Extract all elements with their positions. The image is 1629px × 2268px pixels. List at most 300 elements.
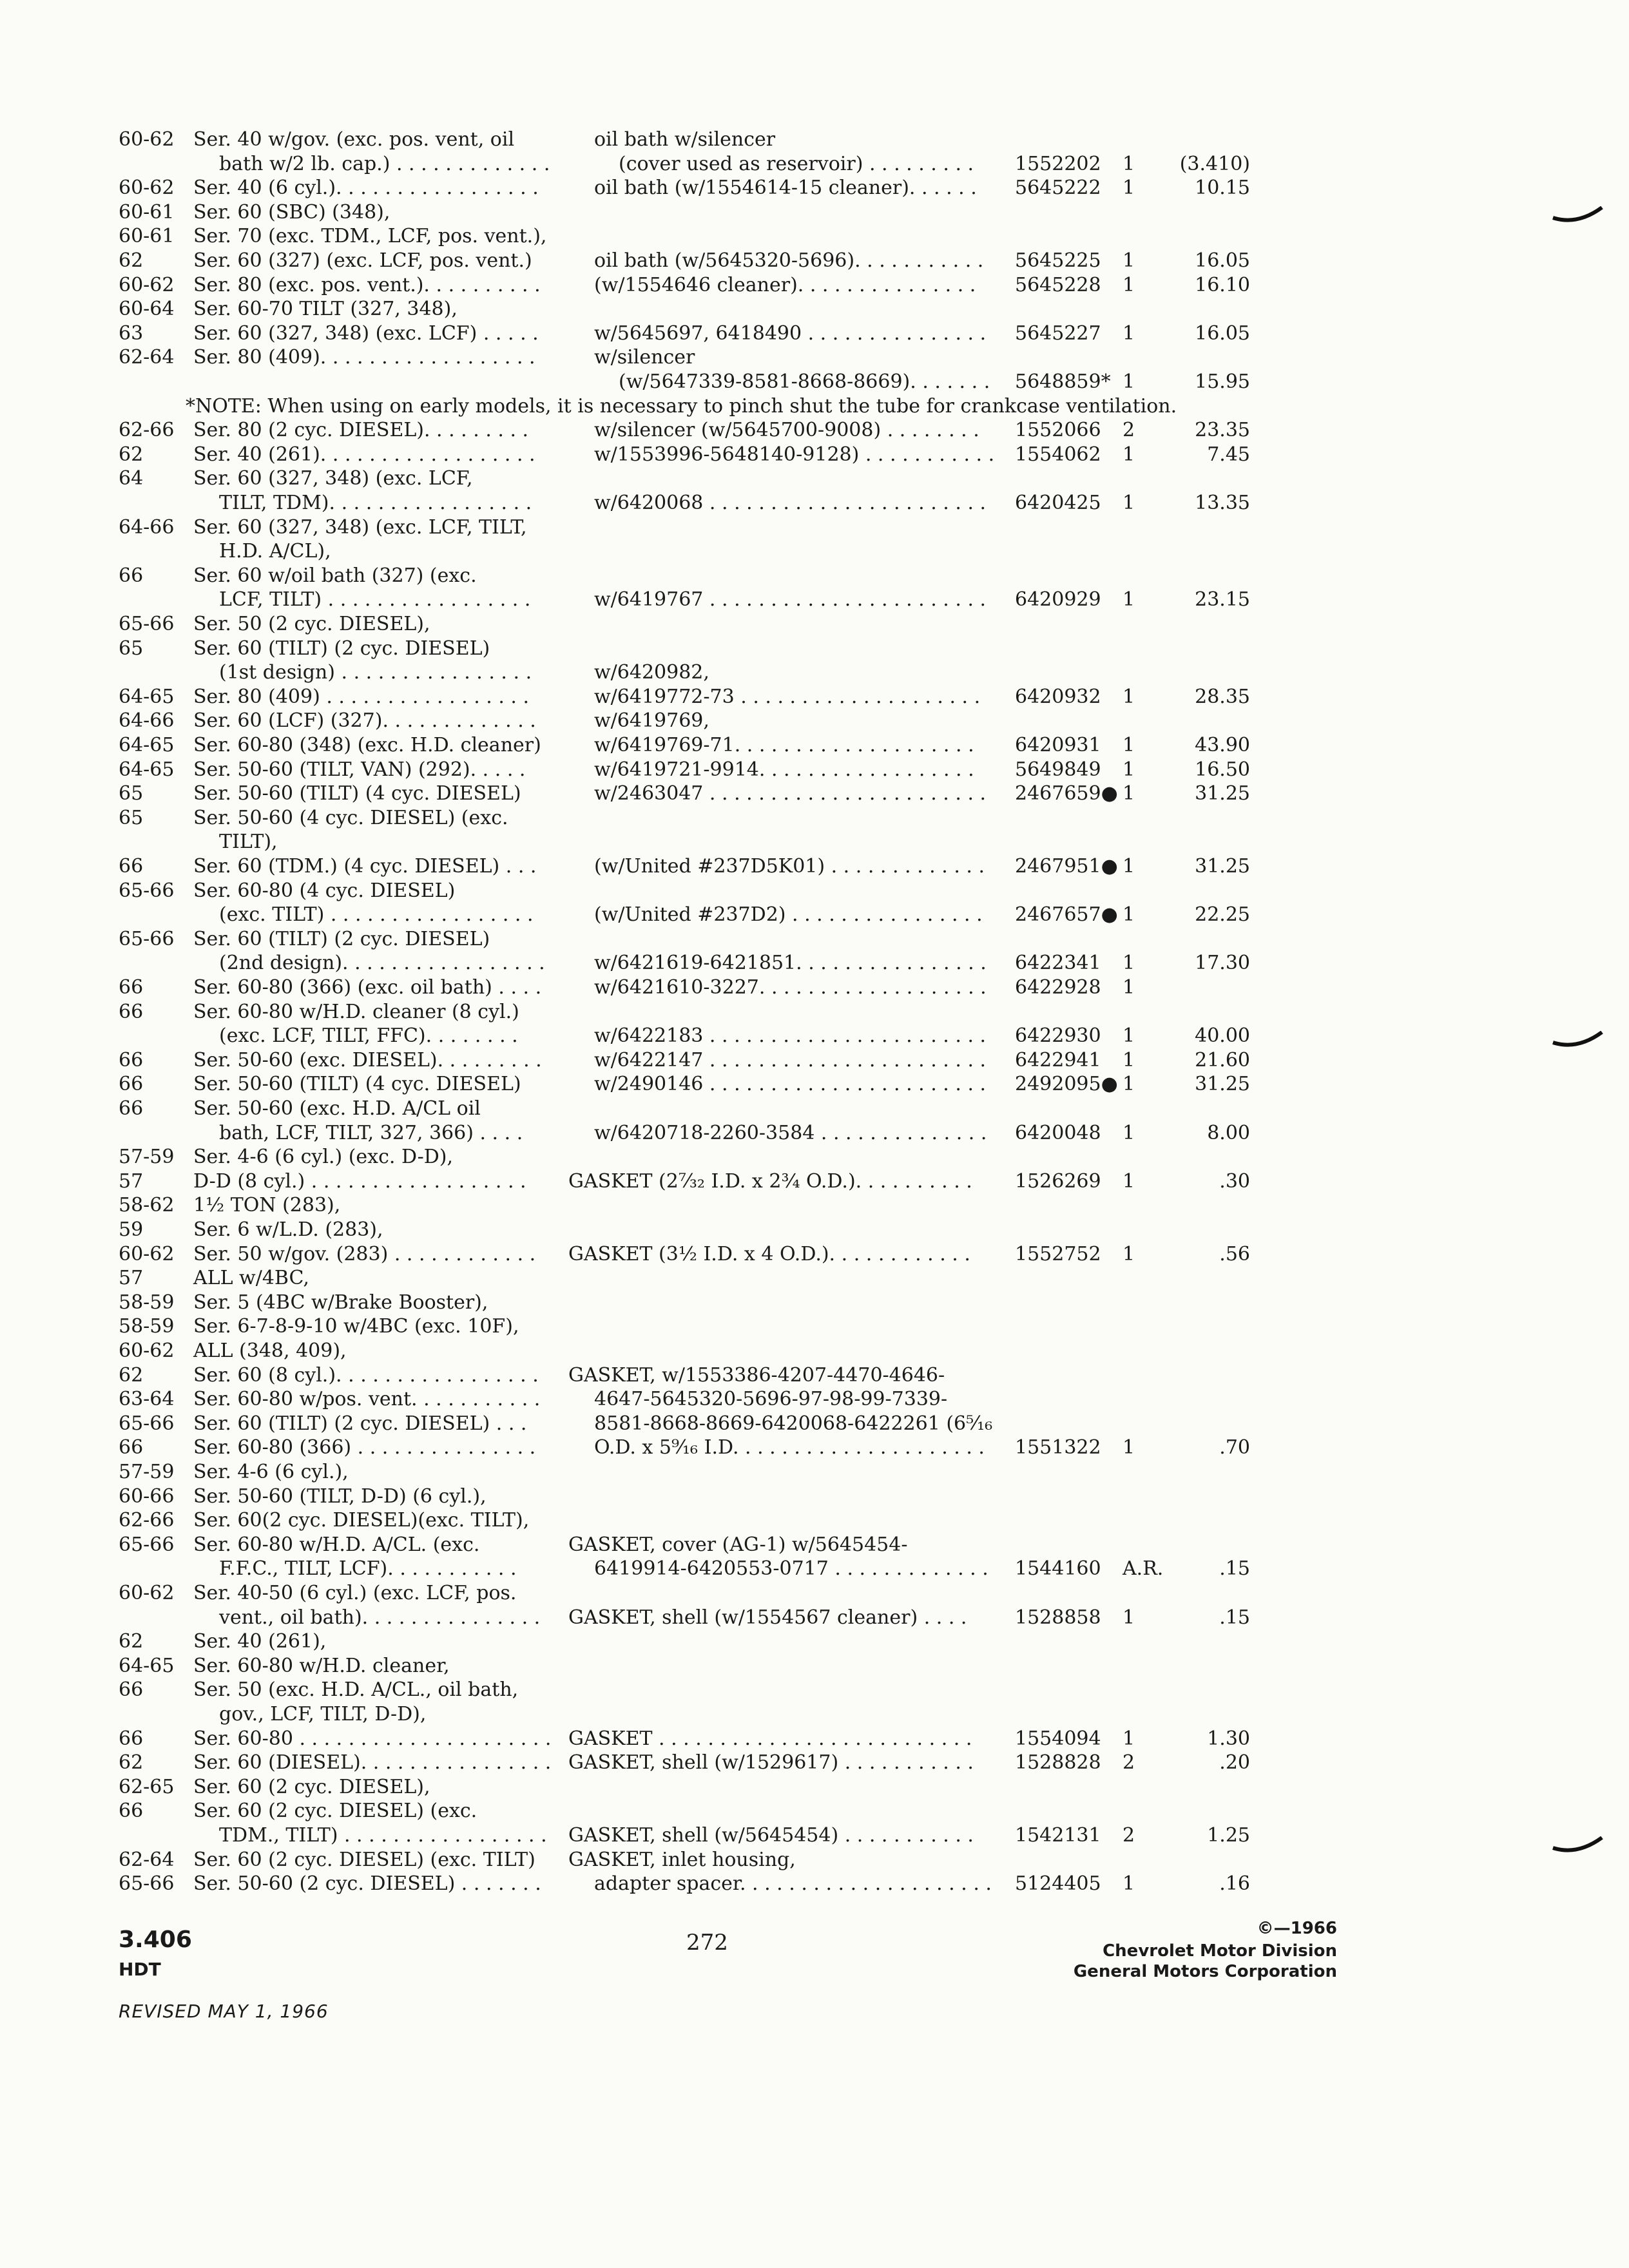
part-number: 6422928: [1015, 976, 1101, 999]
part-description: (w/5647339-8581-8668-8669). . . . . . .: [619, 370, 990, 393]
quantity: 1: [1123, 153, 1135, 175]
table-row: [0, 443, 1629, 467]
quantity: 1: [1123, 588, 1135, 611]
model-years: 66: [119, 564, 144, 587]
footnote: *NOTE: When using on early models, it is necessary to pinch shut the tube for crankcase ventilation.: [186, 395, 1177, 418]
part-description: w/2463047 . . . . . . . . . . . . . . . . . . . . . . .: [594, 782, 987, 805]
quantity: 1: [1123, 492, 1135, 514]
table-row: [0, 345, 1629, 370]
quantity: 1: [1123, 1727, 1135, 1750]
application-description: TDM., TILT) . . . . . . . . . . . . . . . . .: [219, 1824, 547, 1847]
application-description: gov., LCF, TILT, D-D),: [219, 1703, 427, 1725]
model-years: 65-66: [119, 1872, 175, 1895]
model-years: 65-66: [119, 1412, 175, 1435]
table-row: [0, 539, 1629, 564]
model-years: 65: [119, 782, 144, 805]
application-description: Ser. 60-80 w/H.D. A/CL. (exc.: [193, 1533, 480, 1556]
part-description: GASKET, shell (w/1529617) . . . . . . . . . . .: [568, 1751, 974, 1774]
table-row: [0, 782, 1629, 806]
model-years: 63: [119, 322, 144, 345]
part-description: (w/United #237D5K01) . . . . . . . . . . . . .: [594, 855, 985, 878]
part-description: w/6419721-9914. . . . . . . . . . . . . . . . . .: [594, 758, 974, 781]
table-row: [0, 1508, 1629, 1533]
part-description: oil bath w/silencer: [594, 128, 776, 151]
table-row: [0, 128, 1629, 152]
part-description: w/6420982,: [594, 661, 709, 684]
table-row: [0, 1751, 1629, 1775]
list-price: 1.25: [1207, 1824, 1250, 1847]
part-number: 5645228: [1015, 274, 1101, 296]
model-years: 64-65: [119, 686, 175, 708]
price-cell: [1153, 1242, 1250, 1267]
application-description: Ser. 60-80 (366) . . . . . . . . . . . . . . .: [193, 1436, 536, 1459]
table-row: [0, 660, 1629, 685]
table-row: [0, 1654, 1629, 1678]
list-price: .56: [1219, 1243, 1250, 1265]
model-years: 60-62: [119, 274, 175, 296]
application-description: (exc. TILT) . . . . . . . . . . . . . . . . .: [219, 903, 534, 926]
application-description: Ser. 40 (261). . . . . . . . . . . . . . . . . .: [193, 443, 535, 466]
price-cell: [1153, 1048, 1250, 1073]
list-price: 43.90: [1195, 734, 1250, 756]
application-description: Ser. 50-60 (exc. H.D. A/CL oil: [193, 1097, 481, 1120]
application-description: ALL (348, 409),: [193, 1340, 347, 1362]
application-description: Ser. 40-50 (6 cyl.) (exc. LCF, pos.: [193, 1582, 517, 1604]
list-price: 31.25: [1195, 782, 1250, 805]
model-years: 60-62: [119, 177, 175, 199]
publisher: Chevrolet Motor Division: [1103, 1941, 1337, 1961]
table-row: [0, 564, 1629, 588]
price-cell: [1153, 1606, 1250, 1630]
part-description: oil bath (w/5645320-5696). . . . . . . . . . .: [594, 249, 984, 272]
model-years: 60-62: [119, 1582, 175, 1604]
table-row: [0, 1291, 1629, 1315]
part-number: 6420048: [1015, 1122, 1101, 1144]
price-cell: [1153, 491, 1250, 515]
model-years: 64: [119, 467, 144, 490]
model-years: 65-66: [119, 879, 175, 902]
model-years: 66: [119, 1097, 144, 1120]
model-years: 57-59: [119, 1146, 175, 1168]
part-description: GASKET . . . . . . . . . . . . . . . . . . . . . . . . . .: [568, 1727, 972, 1750]
quantity: 1: [1123, 322, 1135, 345]
quantity: 1: [1123, 249, 1135, 272]
part-number: 5648859*: [1015, 370, 1111, 393]
quantity: 2: [1123, 1751, 1135, 1774]
application-description: TILT),: [219, 831, 278, 853]
table-row: [0, 1533, 1629, 1557]
table-row: [0, 1702, 1629, 1727]
model-years: 57-59: [119, 1461, 175, 1483]
part-number: 2492095●: [1015, 1073, 1118, 1095]
quantity: 1: [1123, 1872, 1135, 1895]
part-description: GASKET (2⁷⁄₃₂ I.D. x 2¾ O.D.). . . . . . . . . .: [568, 1170, 972, 1193]
application-description: Ser. 60 (327, 348) (exc. LCF) . . . . .: [193, 322, 539, 345]
model-years: 62-66: [119, 1509, 175, 1532]
table-row: [0, 1097, 1629, 1121]
price-cell: [1153, 1024, 1250, 1048]
application-description: TILT, TDM). . . . . . . . . . . . . . . . .: [219, 492, 532, 514]
price-cell: [1153, 733, 1250, 758]
part-number: 1552752: [1015, 1243, 1101, 1265]
part-description: w/6419769,: [594, 709, 709, 732]
quantity: 1: [1123, 1024, 1135, 1047]
part-description: 6419914-6420553-0717 . . . . . . . . . . . . .: [594, 1557, 988, 1580]
part-number: 1554062: [1015, 443, 1101, 466]
price-cell: [1153, 1557, 1250, 1581]
application-description: Ser. 40 (6 cyl.). . . . . . . . . . . . . . . . .: [193, 177, 539, 199]
table-row: [0, 491, 1629, 515]
price-cell: [1153, 1169, 1250, 1194]
price-cell: [1153, 1727, 1250, 1751]
application-description: Ser. 50-60 (4 cyc. DIESEL) (exc.: [193, 807, 508, 829]
part-number: 1544160: [1015, 1557, 1101, 1580]
price-cell: [1153, 249, 1250, 273]
table-row: [0, 466, 1629, 491]
punch-hole-mark: [1552, 1031, 1603, 1050]
table-row: [0, 370, 1629, 394]
table-row: [0, 1678, 1629, 1702]
model-years: 66: [119, 1001, 144, 1023]
list-price: 17.30: [1195, 952, 1250, 974]
price-cell: [1153, 854, 1250, 879]
part-number: 1526269: [1015, 1170, 1101, 1193]
application-description: Ser. 50-60 (TILT) (4 cyc. DIESEL): [193, 782, 521, 805]
application-description: 1½ TON (283),: [193, 1194, 341, 1216]
application-description: Ser. 60-80 (4 cyc. DIESEL): [193, 879, 456, 902]
table-row: [0, 637, 1629, 661]
part-number: 1552066: [1015, 419, 1101, 441]
part-description: GASKET, cover (AG-1) w/5645454-: [568, 1533, 908, 1556]
table-row: [0, 927, 1629, 952]
model-years: 63-64: [119, 1388, 175, 1410]
price-cell: [1153, 1872, 1250, 1896]
model-years: 58-59: [119, 1315, 175, 1338]
part-number: 5645227: [1015, 322, 1101, 345]
model-years: 62: [119, 1364, 144, 1387]
application-description: Ser. 80 (exc. pos. vent.). . . . . . . . . .: [193, 274, 541, 296]
part-number: 6420931: [1015, 734, 1101, 756]
application-description: Ser. 50 (2 cyc. DIESEL),: [193, 613, 430, 635]
model-years: 62: [119, 249, 144, 272]
model-years: 66: [119, 1678, 144, 1701]
revision-date: REVISED MAY 1, 1966: [119, 2001, 329, 2022]
price-cell: [1153, 152, 1250, 177]
application-description: Ser. 60 (LCF) (327). . . . . . . . . . . . .: [193, 709, 536, 732]
application-description: Ser. 60 (TDM.) (4 cyc. DIESEL) . . .: [193, 855, 537, 878]
price-cell: [1153, 443, 1250, 467]
application-description: Ser. 60(2 cyc. DIESEL)(exc. TILT),: [193, 1509, 530, 1532]
application-description: Ser. 60 (2 cyc. DIESEL) (exc. TILT): [193, 1849, 535, 1871]
price-cell: [1153, 782, 1250, 806]
application-description: vent., oil bath). . . . . . . . . . . . . . .: [219, 1606, 541, 1629]
application-description: Ser. 60-80 w/H.D. cleaner,: [193, 1655, 450, 1677]
table-row: [0, 1436, 1629, 1460]
model-years: 60-61: [119, 201, 175, 224]
part-number: 1528858: [1015, 1606, 1101, 1629]
model-years: 65-66: [119, 928, 175, 950]
part-number: 2467657●: [1015, 903, 1118, 926]
model-years: 65: [119, 807, 144, 829]
list-price: .16: [1219, 1872, 1250, 1895]
part-number: 2467659●: [1015, 782, 1118, 805]
application-description: Ser. 70 (exc. TDM., LCF, pos. vent.),: [193, 225, 547, 247]
table-row: [0, 1606, 1629, 1630]
part-number: 6420932: [1015, 686, 1101, 708]
model-years: 57: [119, 1170, 144, 1193]
quantity: 1: [1123, 1073, 1135, 1095]
application-description: Ser. 60 (8 cyl.). . . . . . . . . . . . . . . . .: [193, 1364, 539, 1387]
part-description: w/6419772-73 . . . . . . . . . . . . . . . . . . . .: [594, 686, 981, 708]
part-description: w/6421610-3227. . . . . . . . . . . . . . . . . . .: [594, 976, 987, 999]
application-description: Ser. 50 (exc. H.D. A/CL., oil bath,: [193, 1678, 519, 1701]
table-row: [0, 685, 1629, 709]
application-description: Ser. 60 (TILT) (2 cyc. DIESEL): [193, 928, 490, 950]
application-description: LCF, TILT) . . . . . . . . . . . . . . . . .: [219, 588, 531, 611]
model-years: 66: [119, 1049, 144, 1072]
application-description: bath, LCF, TILT, 327, 366) . . . .: [219, 1122, 523, 1144]
table-row: [0, 612, 1629, 637]
price-cell: [1153, 418, 1250, 443]
application-description: Ser. 80 (2 cyc. DIESEL). . . . . . . . .: [193, 419, 529, 441]
list-price: 16.05: [1195, 322, 1250, 345]
application-description: Ser. 6-7-8-9-10 w/4BC (exc. 10F),: [193, 1315, 519, 1338]
price-cell: [1153, 273, 1250, 298]
quantity: 1: [1123, 976, 1135, 999]
quantity: 1: [1123, 1049, 1135, 1072]
model-years: 66: [119, 1436, 144, 1459]
table-row: [0, 951, 1629, 975]
table-row: [0, 1823, 1629, 1848]
model-years: 64-66: [119, 709, 175, 732]
application-description: Ser. 60-70 TILT (327, 348),: [193, 298, 458, 320]
table-row: [0, 1460, 1629, 1485]
price-cell: [1153, 322, 1250, 346]
table-row: [0, 224, 1629, 249]
part-number: 5645222: [1015, 177, 1101, 199]
table-row: [0, 1848, 1629, 1872]
table-row: [0, 1121, 1629, 1146]
application-description: Ser. 60 (327) (exc. LCF, pos. vent.): [193, 249, 532, 272]
quantity: 1: [1123, 370, 1135, 393]
quantity: 2: [1123, 419, 1135, 441]
quantity: 1: [1123, 1606, 1135, 1629]
application-description: Ser. 60 (SBC) (348),: [193, 201, 390, 224]
table-row: [0, 1485, 1629, 1509]
application-description: Ser. 60-80 (348) (exc. H.D. cleaner): [193, 734, 541, 756]
part-description: w/2490146 . . . . . . . . . . . . . . . . . . . . . . .: [594, 1073, 987, 1095]
part-number: 1554094: [1015, 1727, 1101, 1750]
table-row: [0, 1799, 1629, 1823]
price-cell: [1153, 685, 1250, 709]
application-description: F.F.C., TILT, LCF). . . . . . . . . . .: [219, 1557, 517, 1580]
application-description: D-D (8 cyl.) . . . . . . . . . . . . . . . . . .: [193, 1170, 526, 1193]
list-price: 31.25: [1195, 855, 1250, 878]
price-cell: [1153, 951, 1250, 975]
model-years: 66: [119, 1073, 144, 1095]
table-row: [0, 1000, 1629, 1024]
table-row: [0, 1727, 1629, 1751]
table-row: [0, 152, 1629, 177]
quantity: 1: [1123, 855, 1135, 878]
quantity: 1: [1123, 734, 1135, 756]
price-cell: [1153, 588, 1250, 612]
application-description: (2nd design). . . . . . . . . . . . . . . . .: [219, 952, 545, 974]
table-row: [0, 854, 1629, 879]
table-row: [0, 758, 1629, 782]
quantity: 1: [1123, 1436, 1135, 1459]
table-row: [0, 733, 1629, 758]
part-description: 4647-5645320-5696-97-98-99-7339-: [594, 1388, 948, 1410]
table-row: [0, 418, 1629, 443]
part-number: 5124405: [1015, 1872, 1101, 1895]
model-years: 65-66: [119, 613, 175, 635]
part-description: GASKET, shell (w/5645454) . . . . . . . . . . .: [568, 1824, 974, 1847]
application-description: Ser. 60 w/oil bath (327) (exc.: [193, 564, 477, 587]
application-description: Ser. 50-60 (TILT) (4 cyc. DIESEL): [193, 1073, 521, 1095]
part-number: 6420929: [1015, 588, 1101, 611]
quantity: 2: [1123, 1824, 1135, 1847]
model-years: 62-66: [119, 419, 175, 441]
quantity: 1: [1123, 1243, 1135, 1265]
table-row: [0, 1024, 1629, 1048]
part-description: (w/1554646 cleaner). . . . . . . . . . . . . . .: [594, 274, 976, 296]
application-description: Ser. 4-6 (6 cyl.),: [193, 1461, 349, 1483]
part-number: 1552202: [1015, 153, 1101, 175]
model-years: 62-64: [119, 1849, 175, 1871]
application-description: Ser. 60 (DIESEL). . . . . . . . . . . . . . . .: [193, 1751, 552, 1774]
table-row: [0, 879, 1629, 903]
table-row: [0, 830, 1629, 854]
part-number: 6420425: [1015, 492, 1101, 514]
application-description: Ser. 6 w/L.D. (283),: [193, 1218, 383, 1241]
list-price: .70: [1219, 1436, 1250, 1459]
model-years: 64-65: [119, 758, 175, 781]
table-row: [0, 515, 1629, 540]
part-number: 5645225: [1015, 249, 1101, 272]
model-years: 58-62: [119, 1194, 175, 1216]
list-price: .30: [1219, 1170, 1250, 1193]
list-price: 23.35: [1195, 419, 1250, 441]
part-description: adapter spacer. . . . . . . . . . . . . . . . . . . . .: [594, 1872, 992, 1895]
corporation: General Motors Corporation: [1073, 1962, 1337, 1981]
price-cell: [1153, 1436, 1250, 1460]
application-description: ALL w/4BC,: [193, 1267, 309, 1289]
section-code: HDT: [119, 1959, 161, 1980]
list-price: 15.95: [1195, 370, 1250, 393]
list-price: 21.60: [1195, 1049, 1250, 1072]
table-row: [0, 903, 1629, 927]
list-price: 31.25: [1195, 1073, 1250, 1095]
part-description: w/6422183 . . . . . . . . . . . . . . . . . . . . . . .: [594, 1024, 987, 1047]
part-number: 6422341: [1015, 952, 1101, 974]
quantity: 1: [1123, 274, 1135, 296]
model-years: 62: [119, 1751, 144, 1774]
table-row: [0, 1872, 1629, 1896]
quantity: 1: [1123, 1170, 1135, 1193]
part-description: GASKET (3½ I.D. x 4 O.D.). . . . . . . . . . . .: [568, 1243, 970, 1265]
model-years: 66: [119, 855, 144, 878]
list-price: 16.10: [1195, 274, 1250, 296]
table-row: [0, 297, 1629, 322]
part-description: w/silencer: [594, 346, 695, 369]
quantity: A.R.: [1123, 1557, 1164, 1580]
application-description: Ser. 60 (TILT) (2 cyc. DIESEL) . . .: [193, 1412, 527, 1435]
list-price: 23.15: [1195, 588, 1250, 611]
table-row: [0, 1242, 1629, 1267]
price-cell: [1153, 1823, 1250, 1848]
table-row: [0, 1557, 1629, 1581]
part-number: 6422930: [1015, 1024, 1101, 1047]
model-years: 64-65: [119, 734, 175, 756]
table-row: [0, 1339, 1629, 1363]
quantity: 1: [1123, 1122, 1135, 1144]
punch-hole-mark: [1552, 206, 1603, 226]
table-row: [0, 1193, 1629, 1218]
table-row: [0, 1266, 1629, 1291]
model-years: 60-61: [119, 225, 175, 247]
part-number: 2467951●: [1015, 855, 1118, 878]
part-description: GASKET, shell (w/1554567 cleaner) . . . .: [568, 1606, 967, 1629]
table-row: [0, 588, 1629, 612]
model-years: 59: [119, 1218, 144, 1241]
part-number: 6422941: [1015, 1049, 1101, 1072]
model-years: 62-65: [119, 1776, 175, 1798]
table-row: [0, 1218, 1629, 1242]
list-price: 22.25: [1195, 903, 1250, 926]
table-row: [0, 1145, 1629, 1169]
application-description: Ser. 50-60 (TILT, VAN) (292). . . . .: [193, 758, 526, 781]
punch-hole-mark: [1552, 1836, 1603, 1856]
part-description: w/1553996-5648140-9128) . . . . . . . . . . .: [594, 443, 995, 466]
list-price: .15: [1219, 1557, 1250, 1580]
part-description: 8581-8668-8669-6420068-6422261 (6⁵⁄₁₆: [594, 1412, 993, 1435]
part-description: (w/United #237D2) . . . . . . . . . . . . . . . .: [594, 903, 983, 926]
list-price: 40.00: [1195, 1024, 1250, 1047]
application-description: Ser. 5 (4BC w/Brake Booster),: [193, 1291, 488, 1314]
table-row: [0, 1169, 1629, 1194]
part-description: w/6419769-71. . . . . . . . . . . . . . . . . . . .: [594, 734, 974, 756]
list-price: 7.45: [1207, 443, 1250, 466]
application-description: Ser. 60-80 w/pos. vent. . . . . . . . . . .: [193, 1388, 541, 1410]
application-description: Ser. 40 w/gov. (exc. pos. vent, oil: [193, 128, 515, 151]
quantity: 1: [1123, 952, 1135, 974]
model-years: 60-64: [119, 298, 175, 320]
table-row: [0, 1412, 1629, 1436]
table-row: [0, 1387, 1629, 1412]
application-description: Ser. 40 (261),: [193, 1630, 327, 1653]
part-description: oil bath (w/1554614-15 cleaner). . . . . .: [594, 177, 977, 199]
model-years: 65-66: [119, 1533, 175, 1556]
application-description: Ser. 50-60 (2 cyc. DIESEL) . . . . . . .: [193, 1872, 541, 1895]
table-row: [0, 806, 1629, 831]
application-description: (1st design) . . . . . . . . . . . . . . . .: [219, 661, 532, 684]
quantity: 1: [1123, 443, 1135, 466]
model-years: 60-62: [119, 128, 175, 151]
model-years: 62: [119, 1630, 144, 1653]
price-cell: [1153, 903, 1250, 927]
table-row: [0, 1048, 1629, 1073]
list-price: .15: [1219, 1606, 1250, 1629]
application-description: Ser. 4-6 (6 cyl.) (exc. D-D),: [193, 1146, 454, 1168]
model-years: 64-65: [119, 1655, 175, 1677]
application-description: Ser. 60-80 (366) (exc. oil bath) . . . .: [193, 976, 542, 999]
table-row: [0, 1581, 1629, 1606]
model-years: 65: [119, 637, 144, 660]
application-description: (exc. LCF, TILT, FFC). . . . . . . .: [219, 1024, 518, 1047]
application-description: Ser. 60 (2 cyc. DIESEL),: [193, 1776, 430, 1798]
table-row: [0, 1775, 1629, 1800]
